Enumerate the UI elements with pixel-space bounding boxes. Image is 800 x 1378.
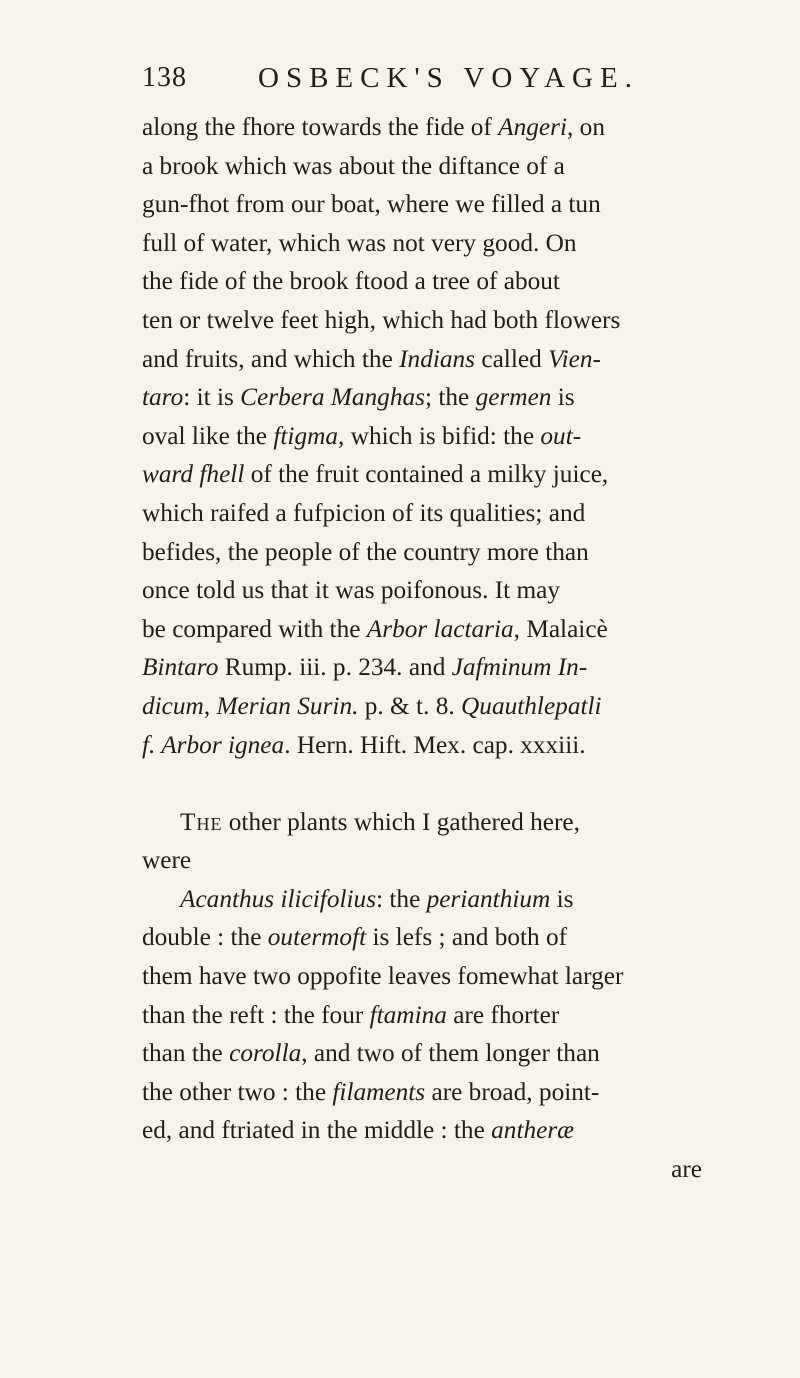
text-line: were (142, 846, 192, 875)
plant-entry-line: than the corolla, and two of them longer than (142, 1039, 600, 1068)
catchword: are (671, 1155, 702, 1184)
text-line: dicum, Merian Surin. p. & t. 8. Quauthlepatli (142, 691, 602, 720)
text-line: along the fhore towards the fide of Angeri, on (142, 113, 605, 141)
text-line: once told us that it was poifonous. It may (142, 576, 561, 605)
text-line: the fide of the brook ftood a tree of about (142, 267, 560, 296)
text-line: which raifed a fufpicion of its qualities; and (142, 498, 586, 527)
plant-entry-line: Acanthus ilicifolius: the perianthium is (180, 884, 574, 913)
plant-entry-line: double : the outermoft is lefs ; and both of (142, 923, 568, 952)
text-line: ten or twelve feet high, which had both flowers (142, 305, 621, 334)
plant-entry-line: them have two oppofite leaves fomewhat larger (142, 962, 624, 991)
page-number: 138 (142, 62, 187, 93)
plant-entry-line: the other two : the filaments are broad, point- (142, 1077, 600, 1106)
text-line: f. Arbor ignea. Hern. Hift. Mex. cap. xxxiii. (142, 730, 586, 759)
text-line: full of water, which was not very good. On (142, 228, 577, 257)
text-line: a brook which was about the diftance of a (142, 151, 565, 180)
text-line: Bintaro Rump. iii. p. 234. and Jafminum In- (142, 653, 588, 682)
plant-entry-line: ed, and ftriated in the middle : the antheræ (142, 1116, 575, 1145)
running-title: OSBECK'S VOYAGE. (258, 62, 639, 94)
paragraph-start: The other plants which I gathered here, (180, 807, 580, 836)
plant-entry-line: than the reft : the four ftamina are fhorter (142, 1000, 560, 1029)
text-line: taro: it is Cerbera Manghas; the germen is (142, 383, 575, 412)
text-line: be compared with the Arbor lactaria, Malaicè (142, 614, 608, 643)
main-text (142, 108, 702, 1189)
text-line: ward fhell of the fruit contained a milky juice, (142, 460, 609, 489)
text-line: and fruits, and which the Indians called Vien- (142, 344, 601, 373)
text-line: oval like the ftigma, which is bifid: the out- (142, 421, 582, 450)
text-line: gun-fhot from our boat, where we filled a tun (142, 190, 601, 219)
text-line: befides, the people of the country more than (142, 537, 589, 566)
page-header (142, 62, 702, 102)
